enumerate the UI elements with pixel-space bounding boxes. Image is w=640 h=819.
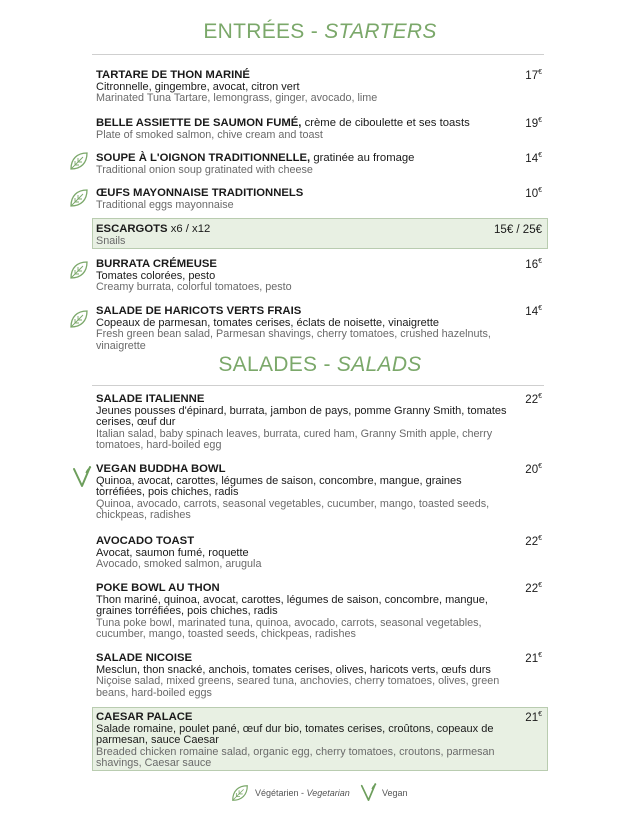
price: 15€ / 25€ [494, 223, 542, 236]
price: 14€ [525, 305, 542, 318]
price: 22€ [525, 535, 542, 548]
legend-vegetarian: Végétarien - Vegetarian [255, 788, 350, 798]
salads-title-fr: SALADES [218, 353, 318, 376]
menu-item: SALADE DE HARICOTS VERTS FRAIS Copeaux de parmesan, tomates cerises, éclats de noisette, vinaigrette Fresh green bean salad, Parmesan shavings, cherry tomatoes, crushed hazelnuts, vinaigrette 14€ [96, 305, 542, 352]
starters-title: ENTRÉES - STARTERS [203, 20, 437, 43]
price: 20€ [525, 463, 542, 476]
menu-item: POKE BOWL AU THON Thon mariné, quinoa, avocat, carottes, légumes de saison, concombre, mangue, graines torréfiées, pois chiches, radis Tuna poke bowl, marinated tuna, quinoa, avocado, carrots, seasonal vegetables, cucumber, mango, toasted seeds, chickpeas, radishes 22€ [96, 582, 542, 640]
menu-item: BURRATA CRÉMEUSE Tomates colorées, pesto Creamy burrata, colorful tomatoes, pesto 16€ [96, 258, 542, 293]
starters-title-fr: ENTRÉES [203, 20, 305, 43]
menu-item: SALADE ITALIENNE Jeunes pousses d'épinard, burrata, jambon de pays, pomme Granny Smith, tomates cerises, œuf dur Italian salad, baby spinach leaves, burrata, cured ham, Granny Smith apple, cherry tomatoes, hard-boiled egg 22€ [96, 393, 542, 451]
menu-item: CAESAR PALACE Salade romaine, poulet pané, œuf dur bio, tomates cerises, croûtons, copeaux de parmesan, sauce Caesar Breaded chicken romaine salad, organic egg, cherry tomatoes, croutons, parmesan shavings, Caesar sauce 21€ [96, 711, 542, 769]
legend [0, 781, 640, 805]
divider [92, 54, 544, 55]
leaf-icon [68, 187, 90, 209]
price: 16€ [525, 258, 542, 271]
leaf-icon [68, 308, 90, 330]
price: 21€ [525, 711, 542, 724]
leaf-icon [230, 783, 250, 803]
starters-title-en: STARTERS [324, 20, 437, 43]
price: 21€ [525, 652, 542, 665]
menu-item: BELLE ASSIETTE DE SAUMON FUMÉ, crème de ciboulette et ses toasts Plate of smoked salmon, chive cream and toast 19€ [96, 117, 542, 141]
menu-item: AVOCADO TOAST Avocat, saumon fumé, roquette Avocado, smoked salmon, arugula 22€ [96, 535, 542, 570]
menu-item: ESCARGOTS x6 / x12 Snails 15€ / 25€ [96, 223, 542, 247]
menu-item: VEGAN BUDDHA BOWL Quinoa, avocat, carottes, légumes de saison, concombre, mangue, graines torréfiées, pois chiches, radis Quinoa, avocado, carrots, seasonal vegetables, cucumber, mango, toasted seeds, chickpeas, radishes 20€ [96, 463, 542, 521]
divider [92, 385, 544, 386]
salads-title: SALADES - SALADS [218, 353, 422, 376]
leaf-icon [68, 259, 90, 281]
menu-item: TARTARE DE THON MARINÉ Citronnelle, gingembre, avocat, citron vert Marinated Tuna Tartare, lemongrass, ginger, avocado, lime 17€ [96, 69, 542, 104]
v-icon [72, 465, 92, 489]
menu-item: SOUPE À L'OIGNON TRADITIONNELLE, gratinée au fromage Traditional onion soup gratinated with cheese 14€ [96, 152, 542, 176]
price: 10€ [525, 187, 542, 200]
menu-item: SALADE NICOISE Mesclun, thon snacké, anchois, tomates cerises, olives, haricots verts, œufs durs Niçoise salad, mixed greens, seared tuna, anchovies, cherry tomatoes, olives, green beans, hard-boiled eggs 21€ [96, 652, 542, 699]
menu-item: ŒUFS MAYONNAISE TRADITIONNELS Traditional eggs mayonnaise 10€ [96, 187, 542, 211]
price: 22€ [525, 582, 542, 595]
price: 14€ [525, 152, 542, 165]
price: 22€ [525, 393, 542, 406]
salads-title-en: SALADS [336, 353, 422, 376]
price: 19€ [525, 117, 542, 130]
price: 17€ [525, 69, 542, 82]
leaf-icon [68, 150, 90, 172]
v-icon [360, 782, 377, 803]
legend-vegan: Vegan [382, 788, 408, 798]
